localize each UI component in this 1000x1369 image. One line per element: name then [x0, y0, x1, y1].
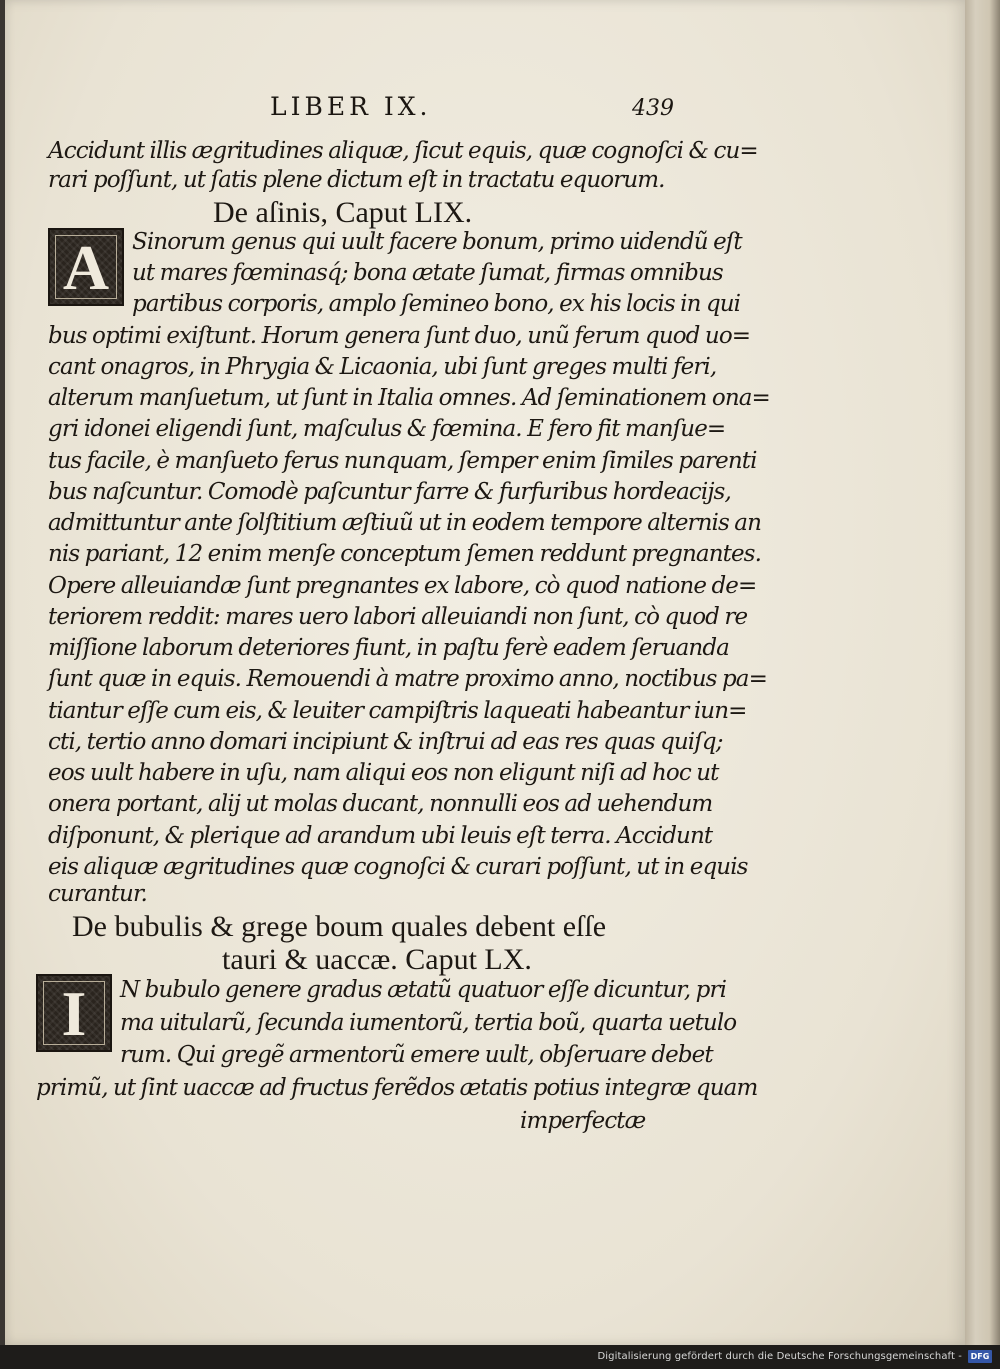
text-line: Sinorum genus qui uult facere bonum, primo uidendũ eſt: [132, 229, 742, 255]
text-line: bus naſcuntur. Comodè paſcuntur farre & furfuribus hordeacijs,: [48, 479, 731, 505]
catchword: imperfectæ: [520, 1108, 646, 1134]
text-line: rari poſſunt, ut ſatis plene dictum eſt in tractatu equorum.: [48, 167, 665, 193]
text-line: eis aliquæ ægritudines quæ cognoſci & curari poſſunt, ut in equis: [48, 854, 748, 880]
text-line: Opere alleuiandæ ſunt pregnantes ex labore, cò quod natione de=: [48, 573, 757, 599]
text-line: rum. Qui gregẽ armentorũ emere uult, obſeruare debet: [120, 1042, 713, 1068]
text-line: cti, tertio anno domari incipiunt & inſtrui ad eas res quas quiſq;: [48, 729, 723, 755]
text-line: admittuntur ante ſolſtitium æſtiuũ ut in eodem tempore alternis an: [48, 510, 762, 536]
decorated-initial: [36, 974, 112, 1052]
running-head: LIBER IX.: [270, 92, 432, 121]
text-line: primũ, ut ſint uaccæ ad fructus ferẽdos ætatis potius integræ quam: [36, 1075, 758, 1101]
text-line: tiantur eſſe cum eis, & leuiter campiſtris laqueati habeantur iun=: [48, 698, 747, 724]
text-line: eos uult habere in uſu, nam aliqui eos non eligunt niſi ad hoc ut: [48, 760, 719, 786]
decorated-initial: [48, 228, 124, 306]
text-line: cant onagros, in Phrygia & Licaonia, ubi ſunt greges multi feri,: [48, 354, 717, 380]
chapter-heading: De aſinis, Caput LIX.: [213, 196, 473, 229]
text-line: N bubulo genere gradus ætatũ quatuor eſſe dicuntur, pri: [120, 977, 727, 1003]
text-line: diſponunt, & plerique ad arandum ubi leuis eſt terra. Accidunt: [48, 823, 713, 849]
dfg-logo: DFG: [968, 1350, 992, 1363]
text-line: onera portant, alij ut molas ducant, nonnulli eos ad uehendum: [48, 791, 713, 817]
text-line: teriorem reddit: mares uero labori alleuiandi non ſunt, cò quod re: [48, 604, 748, 630]
text-line: miſſione laborum deteriores fiunt, in paſtu ferè eadem ſeruanda: [48, 635, 729, 661]
text-line: ma uitularũ, ſecunda iumentorũ, tertia boũ, quarta uetulo: [120, 1010, 737, 1036]
text-line: curantur.: [48, 881, 147, 907]
text-line: partibus corporis, amplo ſemineo bono, ex his locis in qui: [132, 291, 741, 317]
page-number: 439: [632, 96, 674, 121]
text-line: Accidunt illis ægritudines aliquæ, ſicut equis, quæ cognoſci & cu=: [48, 138, 758, 164]
text-line: bus optimi exiſtunt. Horum genera ſunt duo, unũ ferum quod uo=: [48, 323, 751, 349]
text-line: alterum manſuetum, ut ſunt in Italia omnes. Ad ſeminationem ona=: [48, 385, 770, 411]
page-edge: [965, 0, 1000, 1345]
text-line: gri idonei eligendi ſunt, maſculus & fœmina. E fero fit manſue=: [48, 416, 726, 442]
initial-letter: I: [61, 978, 87, 1049]
funding-credit: Digitalisierung gefördert durch die Deutsche Forschungsgemeinschaft -: [597, 1351, 962, 1362]
text-line: ſunt quæ in equis. Remouendi à matre proximo anno, noctibus pa=: [48, 666, 767, 692]
chapter-heading-continued: tauri & uaccæ. Caput LX.: [222, 943, 532, 976]
text-line: nis pariant, 12 enim menſe conceptum ſemen reddunt pregnantes.: [48, 541, 762, 567]
text-line: ut mares fœminasq́; bona ætate ſumat, firmas omnibus: [132, 260, 723, 286]
text-line: tus facile, è manſueto ferus nunquam, ſemper enim ſimiles parenti: [48, 448, 757, 474]
chapter-heading: De bubulis & grege boum quales debent eſſe: [72, 910, 607, 943]
initial-letter: A: [62, 232, 110, 303]
